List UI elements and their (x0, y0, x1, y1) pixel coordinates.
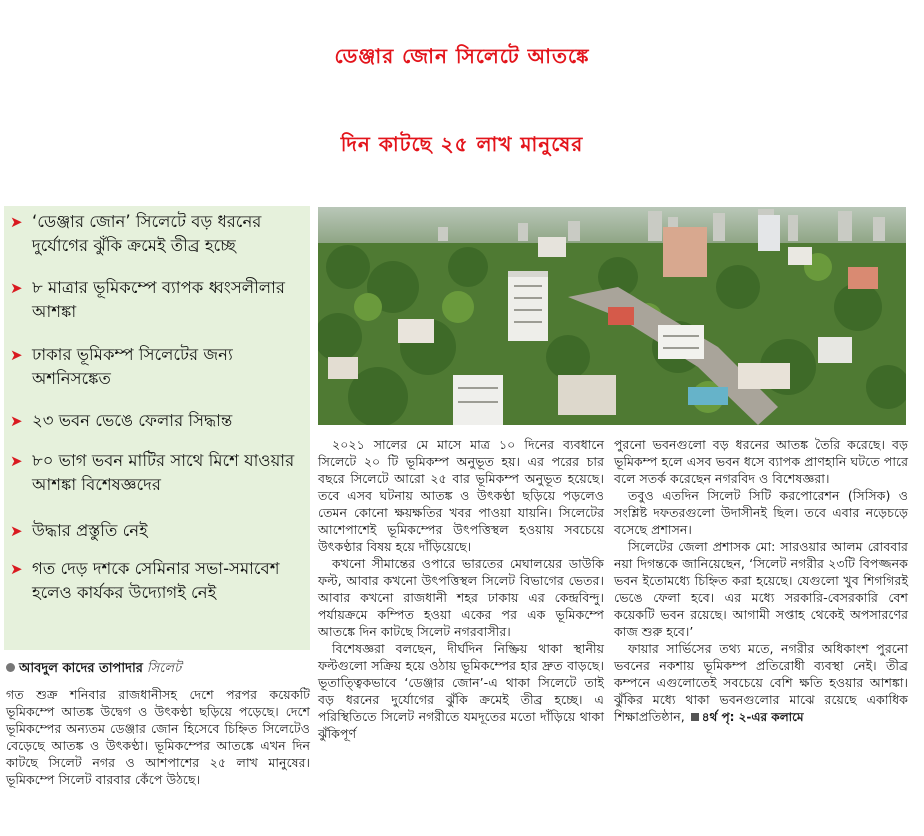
article-paragraph: গত শুক্র শনিবার রাজধানীসহ দেশে পরপর কয়েকটি ভূমিকম্পে আতঙ্ক উদ্বেগ ও উৎকণ্ঠা ছড়িয়ে পড়েছে। দেশে ভূমিকম্পের অন্যতম ডেঞ্জার জোন হিসেবে চিহ্নিত সিলেটেও বেড়েছে আতঙ্ক ও উৎকণ্ঠা। ভূমিকম্পের আতঙ্কে এখন দিন কাটছে সিলেট নগর ও আশপাশের ২৫ লাখ মানুষের। ভূমিকম্পে সিলেট বারবার কেঁপে উঠছে। (6, 687, 310, 787)
arrow-icon: ➤ (10, 560, 23, 578)
article-column-1 (6, 686, 310, 788)
highlight-item (10, 557, 304, 637)
article-paragraph: কখনো সীমান্তের ওপারে ভারতের মেঘালয়ের ডাউকি ফল্ট, আবার কখনো উৎপত্তিস্থল সিলেট বিভাগের ভেতর। আবার কখনো রাজধানী শহর ঢাকায় এর কেন্দ্রবিন্দু। পর্যায়ক্রমে কম্পিত হওয়া একের পর এক ভূমিকম্পে আতঙ্কে দিন কাটছে সিলেট নগরবাসীর। (318, 556, 604, 639)
arrow-icon: ➤ (10, 412, 23, 430)
highlight-item (10, 409, 304, 449)
highlight-text: ৮ মাত্রার ভূমিকম্পে ব্যাপক ধ্বংসলীলার আশঙ্কা (32, 278, 285, 321)
article-paragraph: তবুও এতদিন সিলেট সিটি করপোরেশন (সিসিক) ও সংশ্লিষ্ট দফতরগুলো উদাসীনই ছিল। তবে এবার নড়েচড়ে বসেছে প্রশাসন। (614, 488, 908, 537)
byline-author: আবদুল কাদের তাপাদার (19, 661, 143, 676)
article-paragraph-text: ফায়ার সার্ভিসের তথ্য মতে, নগরীর অধিকাংশ পুরনো ভবনের নকশায় ভূমিকম্প প্রতিরোধী ব্যবস্থা নেই। তীব্র কম্পনে এগুলোতেই সবচেয়ে বেশি ক্ষতি হওয়ার আশঙ্কা। ঝুঁকির মধ্যে থাকা ভবনগুলোর মাঝে রয়েছে একাধিক শিক্ষাপ্রতিষ্ঠান, (614, 641, 908, 724)
highlight-text: ৮০ ভাগ ভবন মাটির সাথে মিশে যাওয়ার আশঙ্কা বিশেষজ্ঞদের (32, 451, 295, 494)
arrow-icon: ➤ (10, 522, 23, 540)
arrow-icon: ➤ (10, 346, 23, 364)
highlight-text: ‘ডেঞ্জার জোন’ সিলেটে বড় ধরনের দুর্যোগের ঝুঁকি ক্রমেই তীব্র হচ্ছে (32, 212, 262, 255)
arrow-icon: ➤ (10, 213, 23, 231)
arrow-icon: ➤ (10, 452, 23, 470)
highlight-text: ২৩ ভবন ভেঙে ফেলার সিদ্ধান্ত (32, 411, 233, 430)
square-bullet-icon (691, 713, 699, 721)
article-paragraph: বিশেষজ্ঞরা বলছেন, দীর্ঘদিন নিষ্ক্রিয় থাকা স্থানীয় ফল্টগুলো সক্রিয় হয়ে ওঠায় ভূমিকম্পের হার দ্রুত বাড়ছে। ভূতাত্ত্বিকভাবে ‘ডেঞ্জার জোন’-এ থাকা সিলেটে তাই বড় ধরনের দুর্যোগের ঝুঁকি ক্রমেই তীব্র হচ্ছে। এ পরিস্থিতিতে সিলেট নগরীতে যমদূতের মতো দাঁড়িয়ে থাকা ঝুঁকিপূর্ণ (318, 641, 604, 741)
highlight-item (10, 519, 304, 557)
highlight-item (10, 210, 304, 276)
byline (6, 660, 310, 678)
highlight-text: উদ্ধার প্রস্তুতি নেই (32, 521, 148, 540)
highlight-item (10, 276, 304, 343)
continuation-text: ৪র্থ পৃ: ২-এর কলামে (701, 710, 804, 724)
city-aerial-photo (318, 207, 906, 425)
highlight-text: গত দেড় দশকে সেমিনার সভা-সমাবেশ হলেও কার্যকর উদ্যোগই নেই (32, 559, 280, 602)
article-paragraph: সিলেটের জেলা প্রশাসক মো: সারওয়ার আলম রোববার নয়া দিগন্তকে জানিয়েছেন, ‘সিলেট নগরীর ২৩টি বিপজ্জনক ভবন ইতোমধ্যে চিহ্নিত করা হয়েছে। যেগুলো খুব শিগগিরই ভেঙে ফেলা হবে। এর মধ্যে সরকারি-বেসরকারি বেশ কয়েকটি ভবন রয়েছে। আগামী সপ্তাহ থেকেই অপসারণের কাজ শুরু হবে।’ (614, 539, 908, 639)
continuation-note (685, 710, 804, 724)
article-paragraph: পুরনো ভবনগুলো বড় ধরনের আতঙ্ক তৈরি করেছে। বড় ভূমিকম্প হলে এসব ভবন ধসে ব্যাপক প্রাণহানি ঘটতে পারে বলে সতর্ক করেছেন নগরবিদ ও বিশেষজ্ঞরা। (614, 437, 908, 486)
headline-line-1: ডেঞ্জার জোন সিলেটে আতঙ্কে (334, 44, 590, 68)
article-paragraph (614, 640, 908, 726)
article-column-3 (614, 436, 908, 726)
city-photo-illustration (318, 207, 906, 425)
headline-line-2: দিন কাটছে ২৫ লাখ মানুষের (340, 132, 584, 156)
arrow-icon: ➤ (10, 279, 23, 297)
highlight-item (10, 449, 304, 519)
highlight-text: ঢাকার ভূমিকম্প সিলেটের জন্য অশনিসঙ্কেত (32, 345, 233, 388)
bullet-dot-icon (6, 663, 15, 672)
article-paragraph: ২০২১ সালের মে মাসে মাত্র ১০ দিনের ব্যবধানে সিলেটে ২০ টি ভূমিকম্প অনুভূত হয়। এর পরের চার বছরে সিলেটে আরো ২৫ বার ভূমিকম্প অনুভূত হয়েছে। তবে এসব ঘটনায় আতঙ্ক ও উৎকণ্ঠা ছড়িয়ে পড়লেও তেমন কোনো ক্ষয়ক্ষতির খবর পাওয়া যায়নি। সিলেটের আশেপাশেই ভূমিকম্পের উৎপত্তিস্থল হওয়ায় সবচেয়ে উৎকণ্ঠার বিষয় হয়ে দাঁড়িয়েছে। (318, 437, 604, 554)
highlights-box (4, 206, 310, 650)
byline-location: সিলেট (146, 661, 182, 676)
article-column-2 (318, 436, 604, 742)
highlight-item (10, 343, 304, 409)
